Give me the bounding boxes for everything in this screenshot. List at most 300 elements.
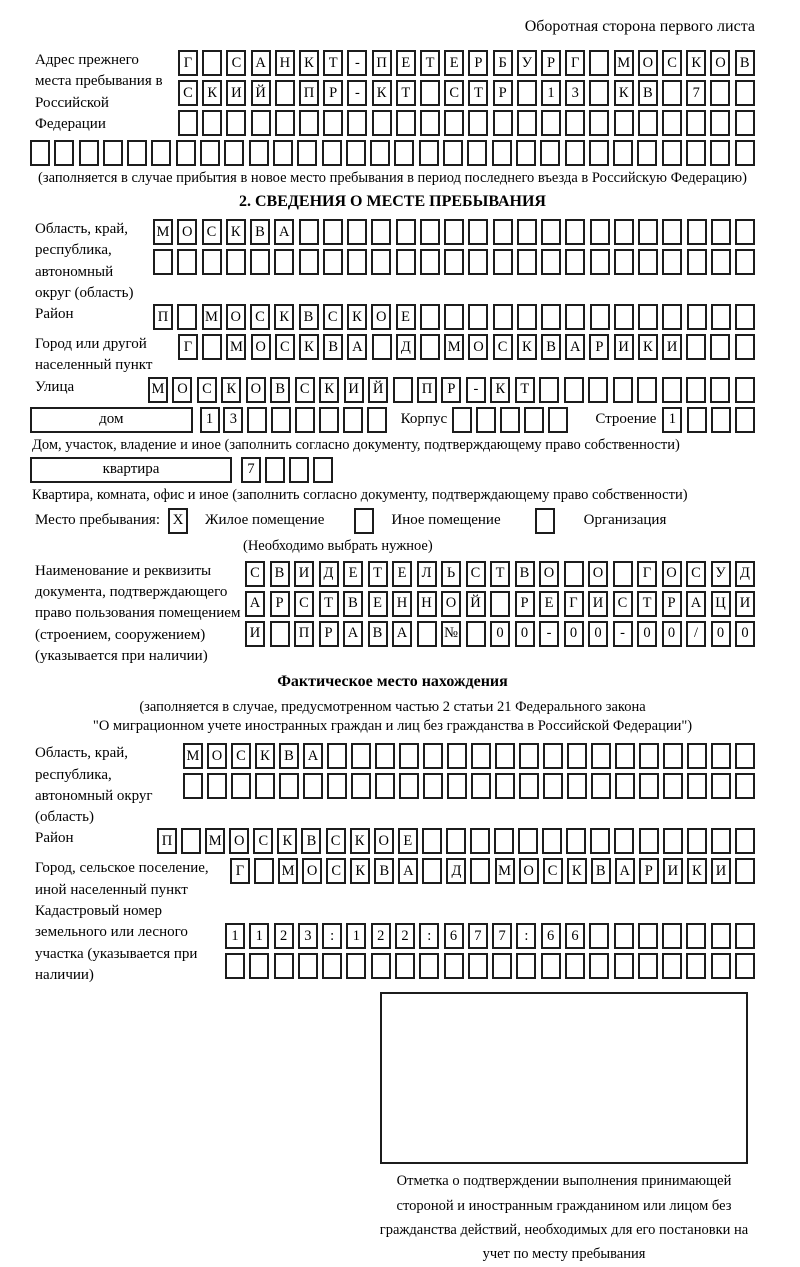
char-cell[interactable]: [589, 110, 609, 136]
char-cell[interactable]: Ь: [441, 561, 461, 587]
char-cell[interactable]: [492, 953, 512, 979]
char-cell[interactable]: [662, 304, 682, 330]
char-cell[interactable]: М: [205, 828, 225, 854]
char-cell[interactable]: [446, 828, 466, 854]
char-cell[interactable]: [686, 110, 706, 136]
char-cell[interactable]: [476, 407, 496, 433]
char-cell[interactable]: К: [687, 858, 707, 884]
char-cell[interactable]: [419, 953, 439, 979]
char-cell[interactable]: [396, 110, 416, 136]
char-cell[interactable]: [735, 953, 755, 979]
char-cell[interactable]: [273, 140, 293, 166]
char-cell[interactable]: [613, 140, 633, 166]
char-cell[interactable]: [327, 773, 347, 799]
char-cell[interactable]: [443, 140, 463, 166]
char-cell[interactable]: [255, 773, 275, 799]
char-cell[interactable]: [153, 249, 173, 275]
char-cell[interactable]: [343, 407, 363, 433]
char-cell[interactable]: [541, 304, 561, 330]
char-cell[interactable]: [207, 773, 227, 799]
char-cell[interactable]: Т: [420, 50, 440, 76]
char-cell[interactable]: 0: [662, 621, 682, 647]
char-cell[interactable]: Р: [468, 50, 488, 76]
char-cell[interactable]: Й: [466, 591, 486, 617]
char-cell[interactable]: [614, 923, 634, 949]
char-cell[interactable]: П: [417, 377, 437, 403]
char-cell[interactable]: С: [326, 828, 346, 854]
char-cell[interactable]: [735, 923, 755, 949]
char-cell[interactable]: [735, 407, 755, 433]
char-cell[interactable]: С: [323, 304, 343, 330]
char-cell[interactable]: В: [343, 591, 363, 617]
char-cell[interactable]: [589, 80, 609, 106]
char-cell[interactable]: К: [277, 828, 297, 854]
char-cell[interactable]: [711, 249, 731, 275]
char-cell[interactable]: [202, 334, 222, 360]
char-cell[interactable]: [687, 743, 707, 769]
char-cell[interactable]: П: [153, 304, 173, 330]
char-cell[interactable]: [588, 377, 608, 403]
char-cell[interactable]: П: [372, 50, 392, 76]
char-cell[interactable]: [687, 304, 707, 330]
char-cell[interactable]: [565, 110, 585, 136]
char-cell[interactable]: [564, 561, 584, 587]
char-cell[interactable]: [516, 140, 536, 166]
char-cell[interactable]: [274, 249, 294, 275]
char-cell[interactable]: [517, 249, 537, 275]
char-cell[interactable]: [468, 219, 488, 245]
char-cell[interactable]: В: [368, 621, 388, 647]
char-cell[interactable]: [687, 249, 707, 275]
char-cell[interactable]: 2: [371, 923, 391, 949]
char-cell[interactable]: С: [202, 219, 222, 245]
char-cell[interactable]: К: [299, 50, 319, 76]
char-cell[interactable]: [589, 140, 609, 166]
char-cell[interactable]: [347, 110, 367, 136]
char-cell[interactable]: [226, 110, 246, 136]
char-cell[interactable]: К: [350, 828, 370, 854]
char-cell[interactable]: О: [172, 377, 192, 403]
char-cell[interactable]: [539, 377, 559, 403]
char-cell[interactable]: У: [711, 561, 731, 587]
char-cell[interactable]: А: [686, 591, 706, 617]
char-cell[interactable]: [639, 743, 659, 769]
char-cell[interactable]: Н: [417, 591, 437, 617]
char-cell[interactable]: К: [299, 334, 319, 360]
char-cell[interactable]: [735, 140, 755, 166]
char-cell[interactable]: В: [301, 828, 321, 854]
char-cell[interactable]: [394, 140, 414, 166]
char-cell[interactable]: [467, 140, 487, 166]
char-cell[interactable]: [393, 377, 413, 403]
char-cell[interactable]: [735, 304, 755, 330]
char-cell[interactable]: [420, 304, 440, 330]
char-cell[interactable]: [494, 828, 514, 854]
char-cell[interactable]: [519, 773, 539, 799]
char-cell[interactable]: М: [444, 334, 464, 360]
char-cell[interactable]: Т: [468, 80, 488, 106]
char-cell[interactable]: [565, 953, 585, 979]
char-cell[interactable]: А: [251, 50, 271, 76]
char-cell[interactable]: [202, 110, 222, 136]
char-cell[interactable]: 0: [735, 621, 755, 647]
char-cell[interactable]: [422, 858, 442, 884]
char-cell[interactable]: [662, 377, 682, 403]
char-cell[interactable]: С: [295, 377, 315, 403]
char-cell[interactable]: О: [374, 828, 394, 854]
char-cell[interactable]: [420, 110, 440, 136]
char-cell[interactable]: И: [588, 591, 608, 617]
char-cell[interactable]: [247, 407, 267, 433]
char-cell[interactable]: 7: [686, 80, 706, 106]
char-cell[interactable]: [202, 249, 222, 275]
char-cell[interactable]: 1: [541, 80, 561, 106]
char-cell[interactable]: [370, 140, 390, 166]
char-cell[interactable]: К: [347, 304, 367, 330]
char-cell[interactable]: [493, 110, 513, 136]
char-cell[interactable]: А: [274, 219, 294, 245]
char-cell[interactable]: [566, 828, 586, 854]
char-cell[interactable]: [711, 828, 731, 854]
char-cell[interactable]: [662, 140, 682, 166]
char-cell[interactable]: [289, 457, 309, 483]
char-cell[interactable]: [541, 110, 561, 136]
char-cell[interactable]: С: [662, 50, 682, 76]
char-cell[interactable]: [686, 923, 706, 949]
char-cell[interactable]: [371, 219, 391, 245]
char-cell[interactable]: [490, 591, 510, 617]
char-cell[interactable]: Р: [319, 621, 339, 647]
char-cell[interactable]: О: [246, 377, 266, 403]
char-cell[interactable]: Т: [515, 377, 535, 403]
char-cell[interactable]: [371, 249, 391, 275]
char-cell[interactable]: [444, 249, 464, 275]
char-cell[interactable]: О: [302, 858, 322, 884]
char-cell[interactable]: [495, 773, 515, 799]
char-cell[interactable]: Л: [417, 561, 437, 587]
char-cell[interactable]: Е: [368, 591, 388, 617]
char-cell[interactable]: [127, 140, 147, 166]
char-cell[interactable]: [638, 249, 658, 275]
char-cell[interactable]: [614, 249, 634, 275]
char-cell[interactable]: Р: [515, 591, 535, 617]
char-cell[interactable]: 0: [515, 621, 535, 647]
char-cell[interactable]: А: [398, 858, 418, 884]
char-cell[interactable]: 7: [492, 923, 512, 949]
char-cell[interactable]: М: [202, 304, 222, 330]
char-cell[interactable]: Б: [493, 50, 513, 76]
char-cell[interactable]: 0: [490, 621, 510, 647]
char-cell[interactable]: [447, 773, 467, 799]
char-cell[interactable]: [614, 953, 634, 979]
char-cell[interactable]: С: [326, 858, 346, 884]
char-cell[interactable]: [686, 377, 706, 403]
char-cell[interactable]: Е: [392, 561, 412, 587]
char-cell[interactable]: [495, 743, 515, 769]
char-cell[interactable]: [346, 953, 366, 979]
char-cell[interactable]: 6: [565, 923, 585, 949]
char-cell[interactable]: Д: [446, 858, 466, 884]
char-cell[interactable]: Е: [396, 50, 416, 76]
char-cell[interactable]: [735, 110, 755, 136]
char-cell[interactable]: А: [245, 591, 265, 617]
char-cell[interactable]: О: [662, 561, 682, 587]
char-cell[interactable]: [710, 140, 730, 166]
char-cell[interactable]: [735, 80, 755, 106]
char-cell[interactable]: 1: [225, 923, 245, 949]
char-cell[interactable]: Ц: [711, 591, 731, 617]
char-cell[interactable]: И: [614, 334, 634, 360]
char-cell[interactable]: [375, 743, 395, 769]
char-cell[interactable]: А: [303, 743, 323, 769]
char-cell[interactable]: [710, 334, 730, 360]
char-cell[interactable]: Н: [275, 50, 295, 76]
char-cell[interactable]: [590, 249, 610, 275]
char-cell[interactable]: О: [539, 561, 559, 587]
char-cell[interactable]: К: [567, 858, 587, 884]
char-cell[interactable]: [417, 621, 437, 647]
char-cell[interactable]: Й: [368, 377, 388, 403]
char-cell[interactable]: Й: [251, 80, 271, 106]
char-cell[interactable]: -: [347, 80, 367, 106]
char-cell[interactable]: [447, 743, 467, 769]
char-cell[interactable]: К: [319, 377, 339, 403]
char-cell[interactable]: Р: [441, 377, 461, 403]
char-cell[interactable]: [591, 773, 611, 799]
char-cell[interactable]: [468, 110, 488, 136]
char-cell[interactable]: [613, 561, 633, 587]
char-cell[interactable]: [711, 407, 731, 433]
char-cell[interactable]: [662, 80, 682, 106]
char-cell[interactable]: 3: [223, 407, 243, 433]
char-cell[interactable]: Е: [539, 591, 559, 617]
char-cell[interactable]: [323, 110, 343, 136]
char-cell[interactable]: [295, 407, 315, 433]
char-cell[interactable]: [637, 140, 657, 166]
char-cell[interactable]: [735, 334, 755, 360]
char-cell[interactable]: [615, 743, 635, 769]
char-cell[interactable]: 2: [395, 923, 415, 949]
char-cell[interactable]: Г: [230, 858, 250, 884]
char-cell[interactable]: [471, 773, 491, 799]
char-cell[interactable]: [420, 249, 440, 275]
char-cell[interactable]: В: [374, 858, 394, 884]
char-cell[interactable]: С: [444, 80, 464, 106]
char-cell[interactable]: К: [517, 334, 537, 360]
char-cell[interactable]: /: [686, 621, 706, 647]
char-cell[interactable]: И: [294, 561, 314, 587]
char-cell[interactable]: [452, 407, 472, 433]
char-cell[interactable]: 1: [249, 923, 269, 949]
char-cell[interactable]: [183, 773, 203, 799]
char-cell[interactable]: :: [322, 923, 342, 949]
char-cell[interactable]: М: [183, 743, 203, 769]
char-cell[interactable]: О: [519, 858, 539, 884]
char-cell[interactable]: [663, 743, 683, 769]
char-cell[interactable]: Н: [392, 591, 412, 617]
char-cell[interactable]: Т: [396, 80, 416, 106]
char-cell[interactable]: [422, 828, 442, 854]
char-cell[interactable]: И: [735, 591, 755, 617]
char-cell[interactable]: С: [245, 561, 265, 587]
char-cell[interactable]: С: [231, 743, 251, 769]
char-cell[interactable]: [375, 773, 395, 799]
char-cell[interactable]: -: [466, 377, 486, 403]
char-cell[interactable]: А: [347, 334, 367, 360]
char-cell[interactable]: Р: [662, 591, 682, 617]
char-cell[interactable]: [396, 219, 416, 245]
char-cell[interactable]: [423, 773, 443, 799]
char-cell[interactable]: [151, 140, 171, 166]
char-cell[interactable]: [711, 773, 731, 799]
char-cell[interactable]: И: [245, 621, 265, 647]
char-cell[interactable]: [590, 219, 610, 245]
char-cell[interactable]: [468, 304, 488, 330]
char-cell[interactable]: И: [711, 858, 731, 884]
char-cell[interactable]: С: [250, 304, 270, 330]
char-cell[interactable]: О: [710, 50, 730, 76]
char-cell[interactable]: С: [543, 858, 563, 884]
char-cell[interactable]: [275, 110, 295, 136]
char-cell[interactable]: Р: [541, 50, 561, 76]
char-cell[interactable]: [517, 219, 537, 245]
char-cell[interactable]: [614, 110, 634, 136]
char-cell[interactable]: [303, 773, 323, 799]
char-cell[interactable]: [299, 219, 319, 245]
char-cell[interactable]: Е: [343, 561, 363, 587]
char-cell[interactable]: В: [591, 858, 611, 884]
char-cell[interactable]: В: [270, 377, 290, 403]
char-cell[interactable]: В: [299, 304, 319, 330]
char-cell[interactable]: К: [614, 80, 634, 106]
char-cell[interactable]: [54, 140, 74, 166]
char-cell[interactable]: Т: [368, 561, 388, 587]
char-cell[interactable]: [524, 407, 544, 433]
char-cell[interactable]: [639, 773, 659, 799]
char-cell[interactable]: С: [253, 828, 273, 854]
char-cell[interactable]: [543, 743, 563, 769]
char-cell[interactable]: [735, 858, 755, 884]
char-cell[interactable]: С: [466, 561, 486, 587]
char-cell[interactable]: Г: [178, 50, 198, 76]
char-cell[interactable]: [710, 377, 730, 403]
char-cell[interactable]: [299, 249, 319, 275]
char-cell[interactable]: [420, 334, 440, 360]
char-cell[interactable]: [420, 219, 440, 245]
char-cell[interactable]: [686, 334, 706, 360]
char-cell[interactable]: О: [177, 219, 197, 245]
char-cell[interactable]: [589, 923, 609, 949]
char-cell[interactable]: 0: [711, 621, 731, 647]
char-cell[interactable]: [202, 50, 222, 76]
char-cell[interactable]: [419, 140, 439, 166]
char-cell[interactable]: О: [588, 561, 608, 587]
char-cell[interactable]: [711, 923, 731, 949]
char-cell[interactable]: О: [207, 743, 227, 769]
char-cell[interactable]: 3: [298, 923, 318, 949]
char-cell[interactable]: [735, 249, 755, 275]
char-cell[interactable]: А: [343, 621, 363, 647]
stay-type-checkbox-other-premises[interactable]: [354, 508, 374, 534]
char-cell[interactable]: :: [516, 923, 536, 949]
char-cell[interactable]: В: [279, 743, 299, 769]
char-cell[interactable]: К: [372, 80, 392, 106]
char-cell[interactable]: [565, 249, 585, 275]
char-cell[interactable]: [543, 773, 563, 799]
char-cell[interactable]: М: [495, 858, 515, 884]
char-cell[interactable]: 6: [541, 923, 561, 949]
char-cell[interactable]: В: [638, 80, 658, 106]
char-cell[interactable]: [399, 773, 419, 799]
char-cell[interactable]: В: [541, 334, 561, 360]
char-cell[interactable]: И: [662, 334, 682, 360]
char-cell[interactable]: [541, 219, 561, 245]
char-cell[interactable]: 0: [637, 621, 657, 647]
char-cell[interactable]: П: [157, 828, 177, 854]
char-cell[interactable]: [30, 140, 50, 166]
char-cell[interactable]: [687, 219, 707, 245]
char-cell[interactable]: [542, 828, 562, 854]
char-cell[interactable]: [548, 407, 568, 433]
char-cell[interactable]: [564, 377, 584, 403]
char-cell[interactable]: С: [686, 561, 706, 587]
char-cell[interactable]: [249, 953, 269, 979]
char-cell[interactable]: С: [613, 591, 633, 617]
char-cell[interactable]: [565, 140, 585, 166]
char-cell[interactable]: [711, 304, 731, 330]
char-cell[interactable]: Е: [444, 50, 464, 76]
char-cell[interactable]: [500, 407, 520, 433]
char-cell[interactable]: [711, 743, 731, 769]
char-cell[interactable]: К: [255, 743, 275, 769]
char-cell[interactable]: [735, 743, 755, 769]
char-cell[interactable]: Д: [735, 561, 755, 587]
char-cell[interactable]: [614, 828, 634, 854]
char-cell[interactable]: [638, 219, 658, 245]
char-cell[interactable]: Г: [564, 591, 584, 617]
char-cell[interactable]: [346, 140, 366, 166]
char-cell[interactable]: [540, 140, 560, 166]
char-cell[interactable]: [565, 304, 585, 330]
char-cell[interactable]: :: [419, 923, 439, 949]
char-cell[interactable]: Г: [565, 50, 585, 76]
char-cell[interactable]: [299, 110, 319, 136]
char-cell[interactable]: [177, 249, 197, 275]
char-cell[interactable]: [279, 773, 299, 799]
char-cell[interactable]: Р: [589, 334, 609, 360]
char-cell[interactable]: [372, 334, 392, 360]
char-cell[interactable]: [420, 80, 440, 106]
char-cell[interactable]: [468, 953, 488, 979]
char-cell[interactable]: [493, 219, 513, 245]
char-cell[interactable]: Е: [398, 828, 418, 854]
char-cell[interactable]: В: [515, 561, 535, 587]
char-cell[interactable]: Д: [396, 334, 416, 360]
char-cell[interactable]: О: [251, 334, 271, 360]
char-cell[interactable]: [591, 743, 611, 769]
char-cell[interactable]: [351, 773, 371, 799]
char-cell[interactable]: [493, 249, 513, 275]
char-cell[interactable]: [251, 110, 271, 136]
char-cell[interactable]: А: [392, 621, 412, 647]
char-cell[interactable]: [297, 140, 317, 166]
char-cell[interactable]: [614, 304, 634, 330]
char-cell[interactable]: [541, 953, 561, 979]
char-cell[interactable]: [396, 249, 416, 275]
char-cell[interactable]: 0: [564, 621, 584, 647]
char-cell[interactable]: [711, 953, 731, 979]
char-cell[interactable]: [663, 828, 683, 854]
